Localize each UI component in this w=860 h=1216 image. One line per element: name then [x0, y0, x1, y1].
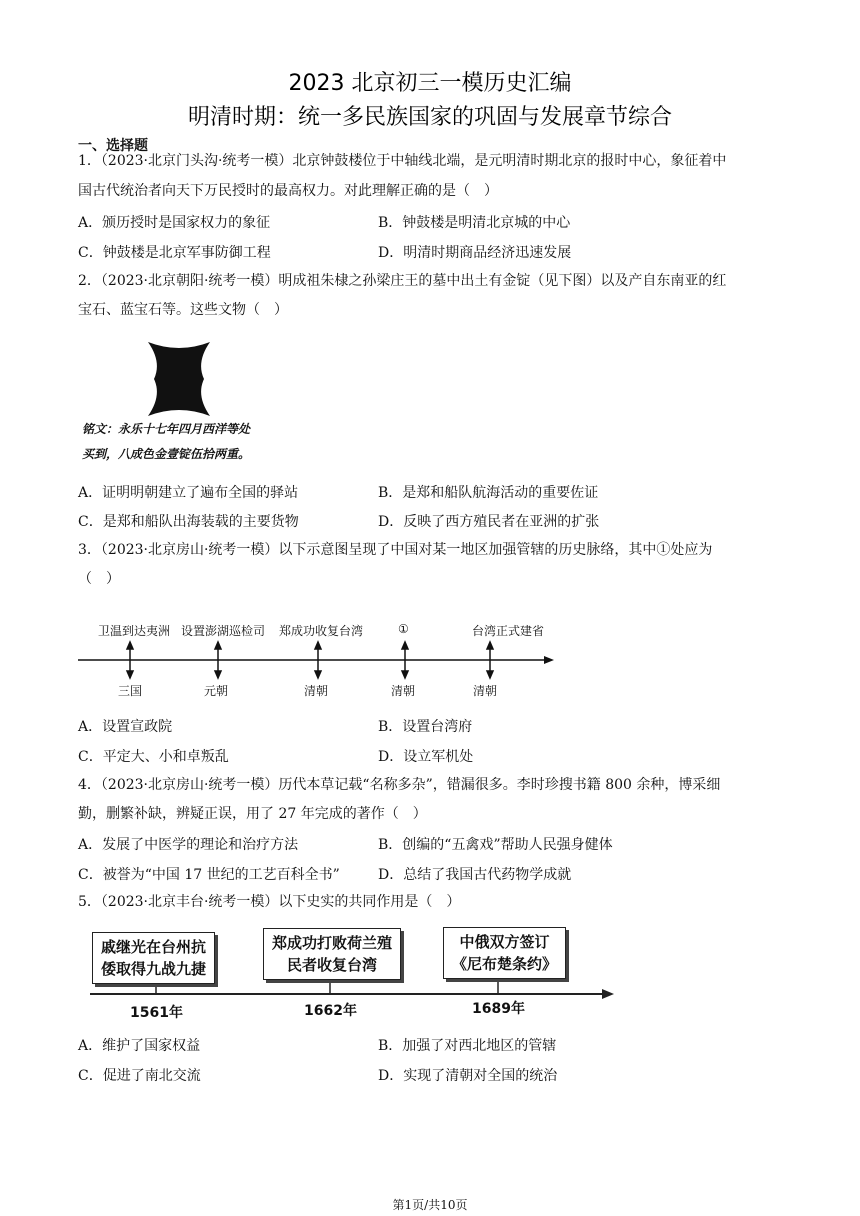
q3-line-2: （ ） [78, 571, 120, 587]
event-1662-line-2: 民者收复台湾 [287, 956, 378, 974]
timeline-era-2: 元朝 [204, 684, 229, 698]
q4-option-c[interactable]: C．被誉为“中国 17 世纪的工艺百科全书” [78, 867, 340, 883]
timeline-event-3: 郑成功收复台湾 [279, 624, 364, 638]
gold-ingot-image [144, 340, 214, 418]
q2-option-c[interactable]: C．是郑和船队出海装载的主要货物 [78, 514, 299, 530]
title-line-2: 明清时期：统一多民族国家的巩固与发展章节综合 [187, 105, 672, 130]
q5-option-a[interactable]: A．维护了国家权益 [78, 1038, 201, 1054]
event-1689-line-2: 《尼布楚条约》 [452, 955, 558, 973]
q4-option-d[interactable]: D．总结了我国古代药物学成就 [378, 867, 572, 883]
q1-option-c[interactable]: C．钟鼓楼是北京军事防御工程 [78, 245, 271, 261]
q2-line-2: 宝石、蓝宝石等。这些文物（ ） [78, 302, 288, 318]
event-1662-line-1: 郑成功打败荷兰殖 [272, 934, 393, 952]
history-timeline [86, 922, 616, 1022]
year-1662: 1662年 [304, 1003, 357, 1019]
timeline-era-5: 清朝 [473, 684, 498, 698]
taiwan-timeline [76, 612, 556, 702]
q4-line-2: 勤，删繁补缺，辨疑正误，用了 27 年完成的著作（ ） [78, 806, 427, 822]
event-1689-line-1: 中俄双方签订 [459, 933, 550, 951]
q1-line-1: 1．（2023·北京门头沟·统考一模）北京钟鼓楼位于中轴线北端，是元明清时期北京的报时中心，象征着中 [78, 153, 727, 169]
q4-line-1: 4．（2023·北京房山·统考一模）历代本草记载“名称多杂”，错漏很多。李时珍搜书籍 800 余种，博采细 [78, 777, 721, 793]
q3-option-c[interactable]: C．平定大、小和卓叛乱 [78, 749, 229, 765]
timeline-era-3: 清朝 [304, 684, 329, 698]
title-line-1: 2023 北京初三一模历史汇编 [288, 71, 572, 96]
q2-option-a[interactable]: A．证明明朝建立了遍布全国的驿站 [78, 485, 299, 501]
q3-option-d[interactable]: D．设立军机处 [378, 749, 474, 765]
q2-option-b[interactable]: B．是郑和船队航海活动的重要佐证 [378, 485, 599, 501]
timeline-event-1: 卫温到达夷洲 [98, 624, 171, 638]
q3-line-1: 3．（2023·北京房山·统考一模）以下示意图呈现了中国对某一地区加强管辖的历史脉络，其中①处应为 [78, 542, 713, 558]
timeline-era-1: 三国 [118, 684, 143, 698]
gold-ingot-figure [82, 335, 282, 470]
q2-line-1: 2．（2023·北京朝阳·统考一模）明成祖朱棣之孙梁庄王的墓中出土有金锭（见下图）以及产自东南亚的红 [78, 273, 727, 289]
year-1561: 1561年 [130, 1005, 183, 1021]
q5-option-d[interactable]: D．实现了清朝对全国的统治 [378, 1068, 558, 1084]
page-number: 第1页/共10页 [392, 1198, 468, 1212]
ingot-inscription-line-2: 买到，八成色金壹锭伍拾两重。 [82, 447, 251, 461]
q2-option-d[interactable]: D．反映了西方殖民者在亚洲的扩张 [378, 514, 600, 530]
q1-option-b[interactable]: B．钟鼓楼是明清北京城的中心 [378, 215, 571, 231]
q5-option-c[interactable]: C．促进了南北交流 [78, 1068, 201, 1084]
q3-option-a[interactable]: A．设置宣政院 [78, 719, 173, 735]
q3-option-b[interactable]: B．设置台湾府 [378, 719, 473, 735]
timeline-event-5: 台湾正式建省 [472, 624, 545, 638]
q1-option-d[interactable]: D．明清时期商品经济迅速发展 [378, 245, 572, 261]
q4-option-a[interactable]: A．发展了中医学的理论和治疗方法 [78, 837, 299, 853]
event-1561-line-2: 倭取得九战九捷 [101, 960, 207, 978]
event-1561-line-1: 戚继光在台州抗 [101, 938, 207, 956]
event-box-1689 [443, 927, 566, 979]
section-label: 一、选择题 [78, 138, 148, 154]
q5-option-b[interactable]: B．加强了对西北地区的管辖 [378, 1038, 557, 1054]
q1-line-2: 国古代统治者向天下万民授时的最高权力。对此理解正确的是（ ） [78, 183, 498, 199]
timeline-event-4: ① [398, 622, 409, 636]
event-box-1662 [263, 928, 401, 980]
timeline-event-2: 设置澎湖巡检司 [181, 624, 266, 638]
event-box-1561 [92, 932, 215, 984]
timeline-era-4: 清朝 [391, 684, 416, 698]
year-1689: 1689年 [472, 1001, 525, 1017]
q4-option-b[interactable]: B．创编的“五禽戏”帮助人民强身健体 [378, 837, 613, 853]
q5-line-1: 5．（2023·北京丰台·统考一模）以下史实的共同作用是（ ） [78, 894, 461, 910]
ingot-inscription-line-1: 铭文：永乐十七年四月西洋等处 [82, 422, 251, 436]
q1-option-a[interactable]: A．颁历授时是国家权力的象征 [78, 215, 271, 231]
